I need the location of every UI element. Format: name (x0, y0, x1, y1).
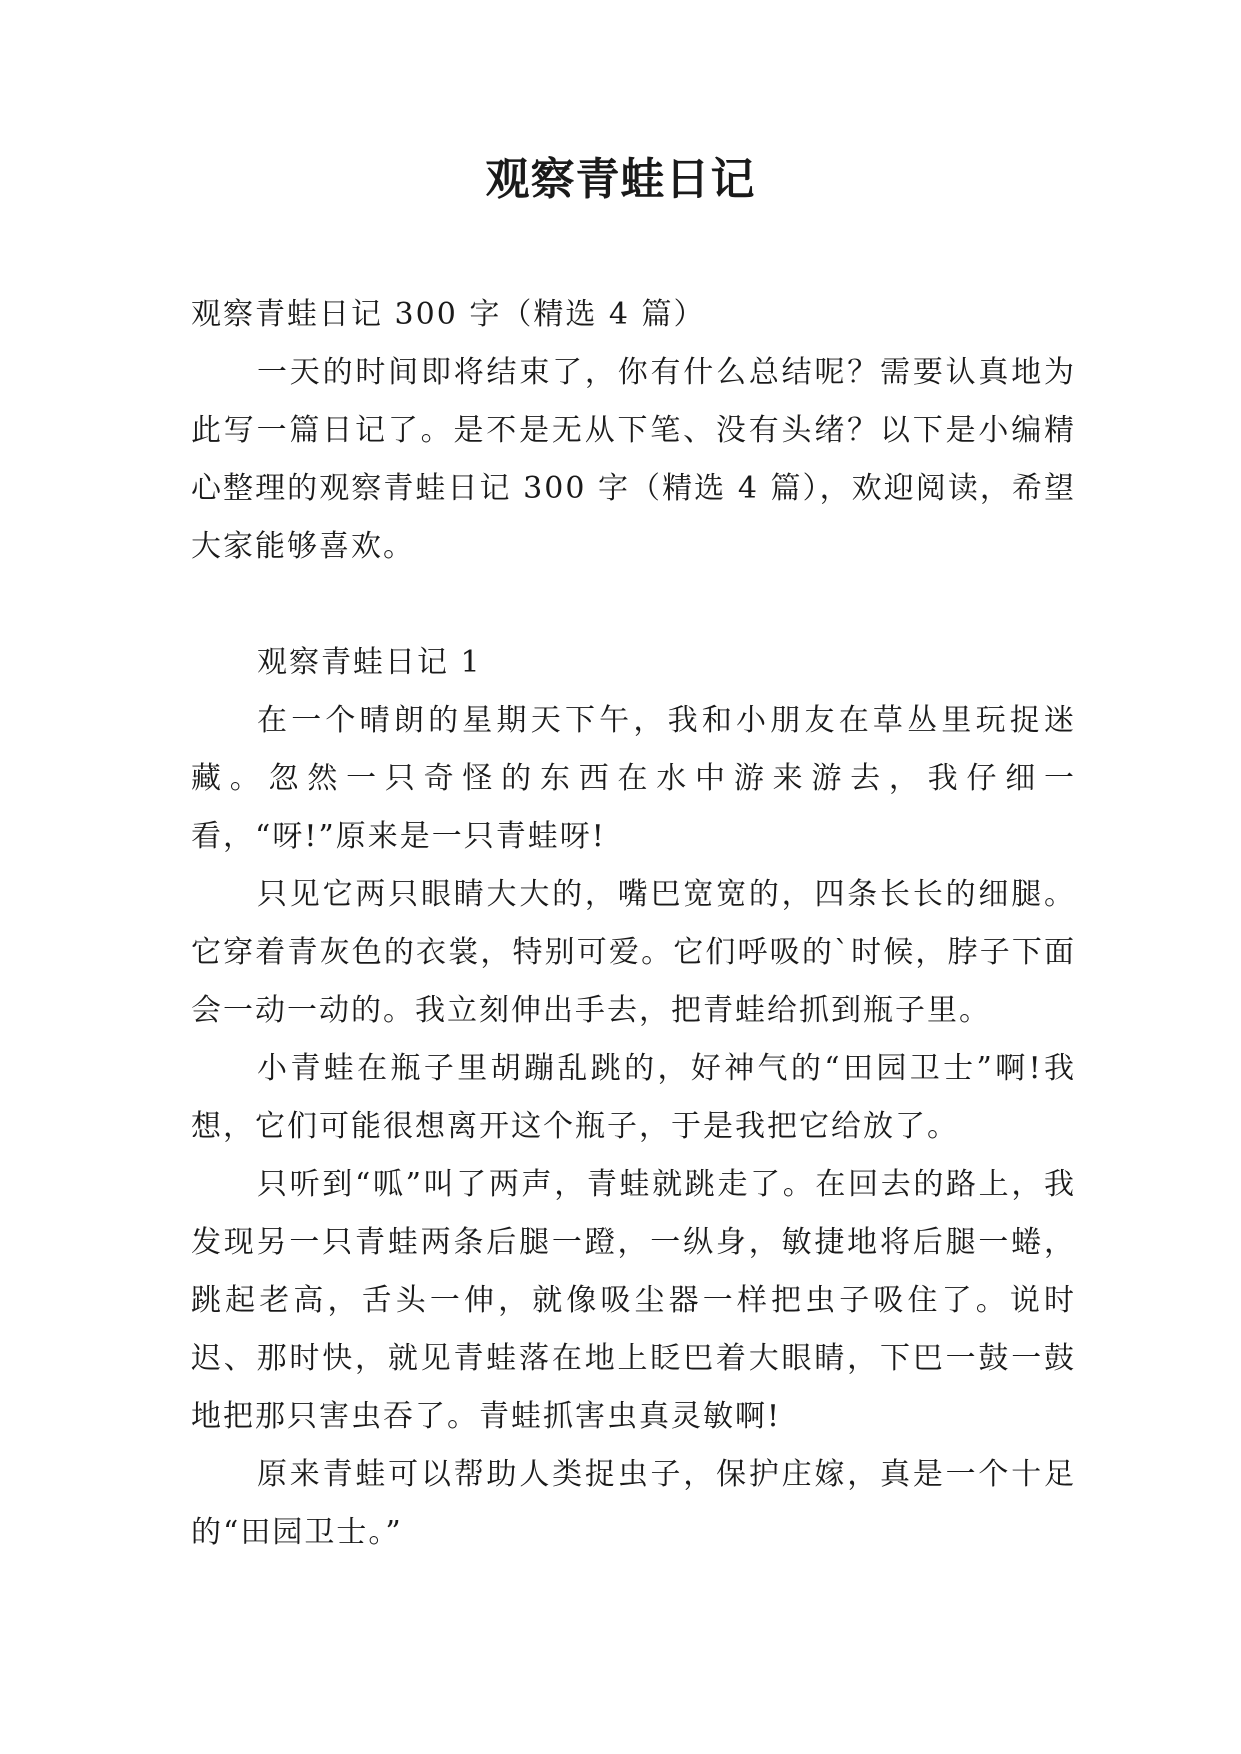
intro-paragraph: 一天的时间即将结束了，你有什么总结呢？需要认真地为此写一篇日记了。是不是无从下笔、没有头绪？以下是小编精心整理的观察青蛙日记 300 字（精选 4 篇），欢迎阅读，希望大家能够喜欢。 (191, 355, 1076, 564)
body-paragraph: 小青蛙在瓶子里胡蹦乱跳的，好神气的“田园卫士”啊!我想，它们可能很想离开这个瓶子，于是我把它给放了。 (191, 1051, 1076, 1144)
document-subtitle: 观察青蛙日记 300 字（精选 4 篇） (191, 297, 706, 332)
section-spacer (191, 576, 1076, 634)
body-paragraph: 原来青蛙可以帮助人类捉虫子，保护庄嫁，真是一个十足的“田园卫士。” (191, 1457, 1076, 1550)
body-paragraph: 只见它两只眼睛大大的，嘴巴宽宽的，四条长长的细腿。它穿着青灰色的衣裳，特别可爱。它们呼吸的`时候，脖子下面会一动一动的。我立刻伸出手去，把青蛙给抓到瓶子里。 (191, 877, 1076, 1028)
body-paragraph: 在一个晴朗的星期天下午，我和小朋友在草丛里玩捉迷藏。忽然一只奇怪的东西在水中游来游去，我仔细一看，“呀!”原来是一只青蛙呀! (191, 703, 1076, 854)
section-heading: 观察青蛙日记 1 (257, 645, 482, 680)
body-paragraph: 只听到“呱”叫了两声，青蛙就跳走了。在回去的路上，我发现另一只青蛙两条后腿一蹬，一纵身，敏捷地将后腿一蜷，跳起老高，舌头一伸，就像吸尘器一样把虫子吸住了。说时迟、那时快，就见青蛙落在地上眨巴着大眼睛，下巴一鼓一鼓地把那只害虫吞了。青蛙抓害虫真灵敏啊! (191, 1167, 1076, 1434)
document-body (191, 286, 1076, 1562)
document-title: 观察青蛙日记 (485, 154, 756, 205)
